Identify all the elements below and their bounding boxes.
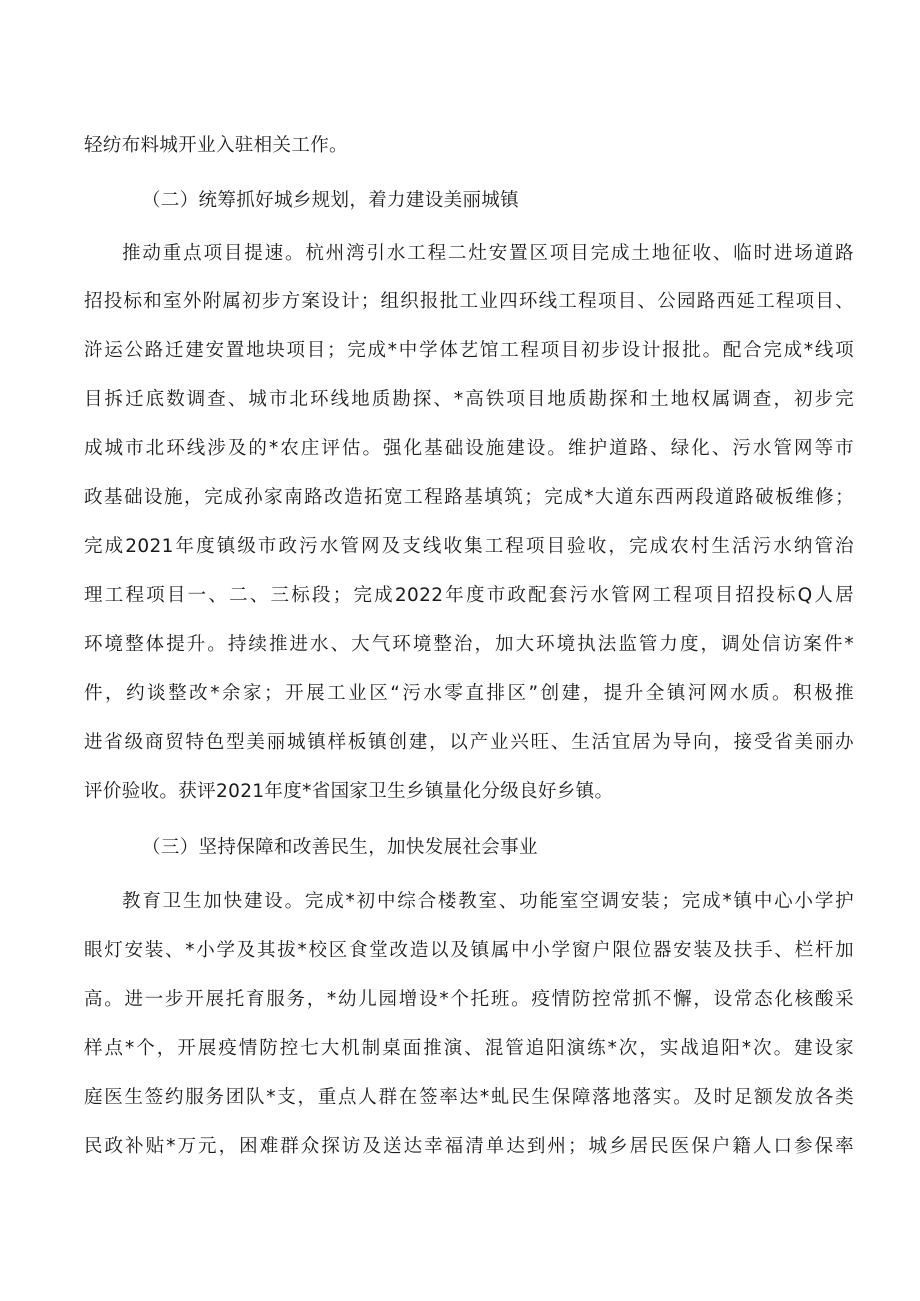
section-heading: （二）统筹抓好城乡规划，着力建设美丽城镇 (142, 190, 520, 211)
paragraph-line: 理工程项目一、二、三标段；完成2022年度市政配套污水管网工程项目招投标Q人居 (84, 585, 854, 606)
paragraph-line: 招投标和室外附属初步方案设计；组织报批工业四环线工程项目、公园路西延工程项目、 (84, 291, 854, 312)
paragraph-line: 件，约谈整改*余家；开展工业区“污水零直排区”创建，提升全镇河网水质。积极推 (84, 683, 854, 704)
paragraph-line: 评价验收。获评2021年度*省国家卫生乡镇量化分级良好乡镇。 (84, 781, 614, 802)
paragraph-line: 进省级商贸特色型美丽城镇样板镇创建，以产业兴旺、生活宜居为导向，接受省美丽办 (84, 732, 854, 753)
paragraph-line: 庭医生签约服务团队*支，重点人群在签率达*虬民生保障落地落实。及时足额发放各类 (84, 1087, 854, 1108)
paragraph-line: 教育卫生加快建设。完成*初中综合楼教室、功能室空调安装；完成*镇中心小学护 (122, 891, 854, 912)
paragraph-line: 轻纺布料城开业入驻相关工作。 (84, 135, 348, 156)
paragraph-line: 眼灯安装、*小学及其拔*校区食堂改造以及镇属中小学窗户限位器安装及扶手、栏杆加 (84, 940, 854, 961)
paragraph-line: 民政补贴*万元，困难群众探访及送达幸福清单达到州；城乡居民医保户籍人口参保率 (84, 1136, 854, 1157)
paragraph-line: 浒运公路迁建安置地块项目；完成*中学体艺馆工程项目初步设计报批。配合完成*线项 (84, 340, 854, 361)
paragraph-line: 完成2021年度镇级市政污水管网及支线收集工程项目验收，完成农村生活污水纳管治 (84, 536, 854, 557)
paragraph-line: 样点*个，开展疫情防控七大机制桌面推演、混管追阳演练*次，实战追阳*次。建设家 (84, 1038, 854, 1059)
paragraph-line: 推动重点项目提速。杭州湾引水工程二灶安置区项目完成土地征收、临时进场道路 (122, 243, 854, 264)
paragraph-line: 环境整体提升。持续推进水、大气环境整治，加大环境执法监管力度，调处信访案件* (84, 634, 854, 655)
section-heading: （三）坚持保障和改善民生，加快发展社会事业 (142, 837, 538, 858)
paragraph-line: 政基础设施，完成孙家南路改造拓宽工程路基填筑；完成*大道东西两段道路破板维修； (84, 487, 854, 508)
paragraph-line: 高。进一步开展托育服务，*幼儿园增设*个托班。疫情防控常抓不懈，设常态化核酸采 (84, 989, 854, 1010)
paragraph-line: 目拆迁底数调查、城市北环线地质勘探、*高铁项目地质勘探和土地权属调查，初步完 (84, 389, 854, 410)
paragraph-line: 成城市北环线涉及的*农庄评估。强化基础设施建设。维护道路、绿化、污水管网等市 (84, 438, 854, 459)
